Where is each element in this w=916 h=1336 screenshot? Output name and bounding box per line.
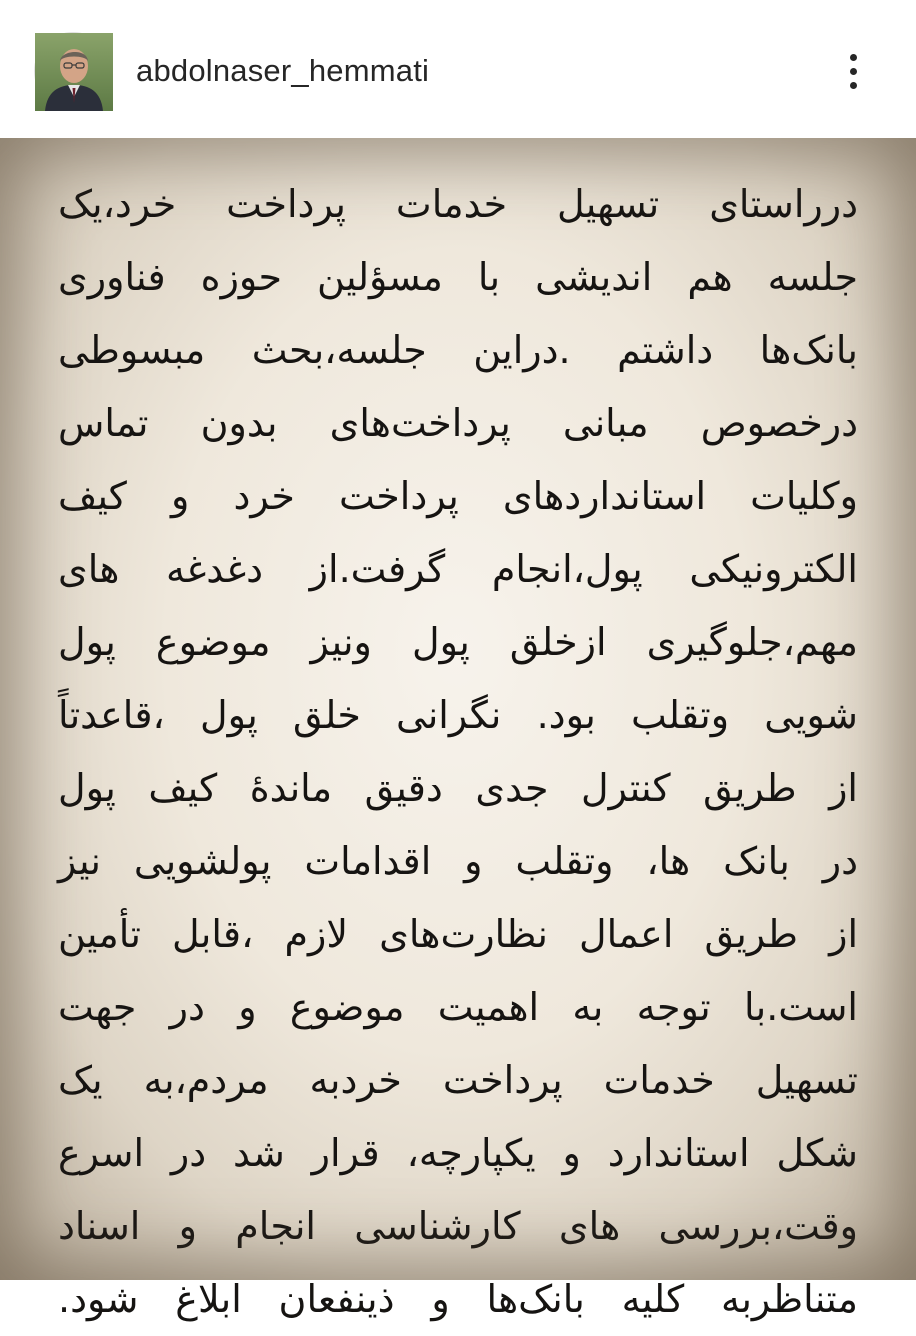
text-line: شکل استاندارد و یکپارچه، قرار شد در اسرع: [58, 1131, 858, 1175]
text-line: جلسه هم اندیشی با مسؤلین حوزه فناوری: [58, 255, 858, 299]
text-line: بانک‌ها داشتم .دراین جلسه،بحث مبسوطی: [58, 328, 858, 372]
text-line: در بانک ها، وتقلب و اقدامات پولشویی نیز: [58, 839, 858, 883]
text-line: وقت،بررسی های کارشناسی انجام و اسناد: [58, 1204, 858, 1248]
username-link[interactable]: abdolnaser_hemmati: [136, 53, 430, 88]
profile-photo-icon: [35, 33, 113, 111]
text-line: الکترونیکی پول،انجام گرفت.از دغدغه های: [58, 547, 858, 591]
more-options-icon: [850, 54, 857, 61]
more-options-icon-dot: [850, 82, 857, 89]
text-line: وکلیات استانداردهای پرداخت خرد و کیف: [58, 474, 858, 518]
post-image[interactable]: [0, 138, 916, 1321]
more-options-icon-dot: [850, 68, 857, 75]
text-line: شویی وتقلب بود. نگرانی خلق پول ،قاعدتاً: [58, 693, 858, 737]
more-options-button[interactable]: [828, 46, 880, 98]
post-caption-image-text: [58, 168, 858, 1336]
text-line: است.با توجه به اهمیت موضوع و در جهت: [58, 985, 858, 1029]
text-line: درخصوص مبانی پرداخت‌های بدون تماس: [58, 401, 858, 445]
text-line: تسهیل خدمات پرداخت خردبه مردم،به یک: [58, 1058, 858, 1102]
post-header: [0, 0, 916, 138]
text-line: درراستای تسهیل خدمات پرداخت خرد،یک: [58, 182, 858, 226]
text-line: از طریق کنترل جدی دقیق ماندۀ کیف پول: [58, 766, 858, 810]
text-line: مهم،جلوگیری ازخلق پول ونیز موضوع پول: [58, 620, 858, 664]
text-line: از طریق اعمال نظارت‌های لازم ،قابل تأمین: [58, 912, 858, 956]
avatar[interactable]: [34, 32, 112, 110]
text-line: متناظربه کلیه بانک‌ها و ذینفعان ابلاغ شود.: [58, 1277, 858, 1321]
